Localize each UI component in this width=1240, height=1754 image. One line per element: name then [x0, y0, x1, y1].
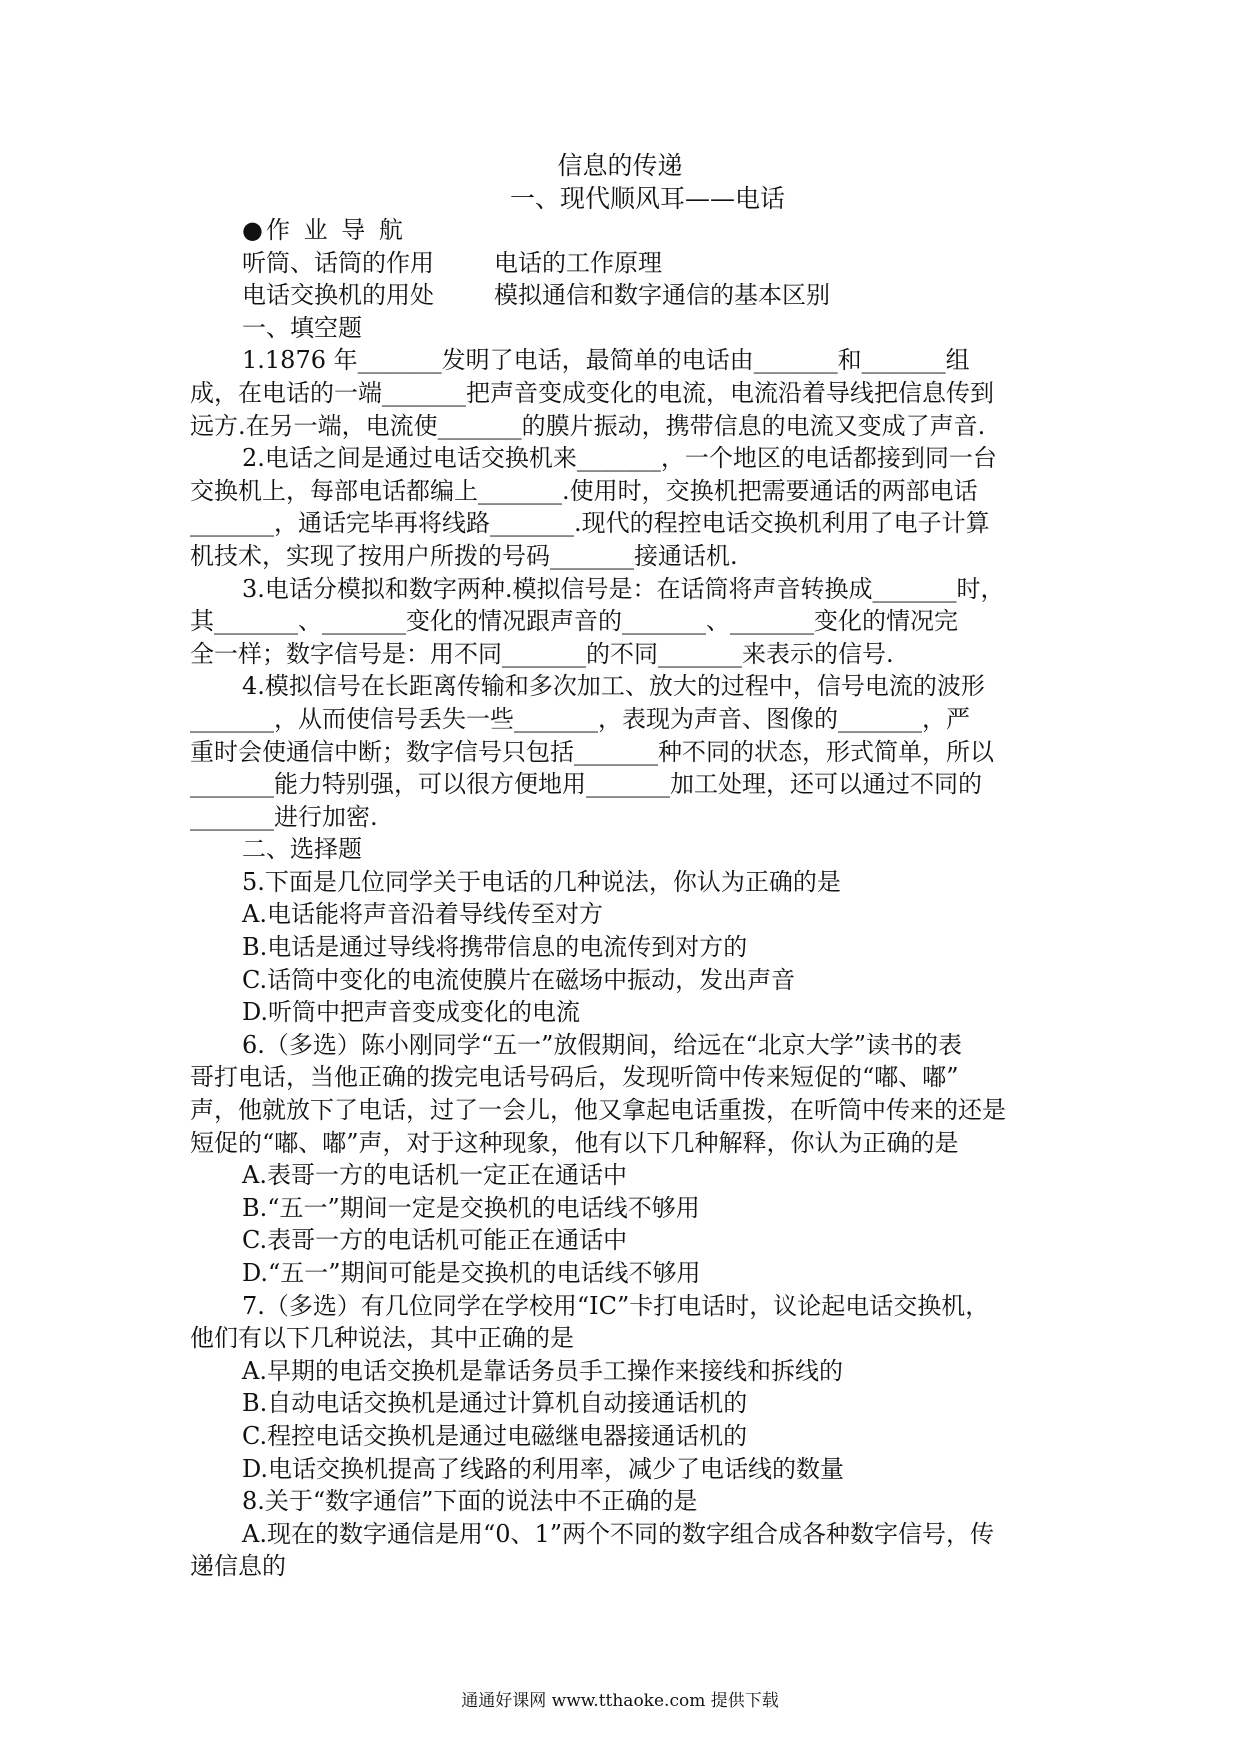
question-6-line: 6.（多选）陈小刚同学“五一”放假期间，给远在“北京大学”读书的表	[242, 1030, 962, 1059]
question-2-line: 2.电话之间是通过电话交换机来_______，一个地区的电话都接到同一台	[242, 444, 997, 473]
question-1-line: 远方.在另一端，电流使_______的膜片振动，携带信息的电流又变成了声音.	[190, 411, 986, 440]
question-4-line: 重时会使通信中断；数字信号只包括_______种不同的状态，形式简单，所以	[190, 737, 994, 766]
question-7-line: 他们有以下几种说法，其中正确的是	[190, 1324, 574, 1353]
question-2-line: 交换机上，每部电话都编上_______.使用时，交换机把需要通话的两部电话	[190, 476, 978, 505]
question-4-line: 4.模拟信号在长距离传输和多次加工、放大的过程中，信号电流的波形	[242, 672, 985, 701]
question-1-line: 成，在电话的一端_______把声音变成变化的电流，电流沿着导线把信息传到	[190, 378, 994, 407]
nav-item: 电话交换机的用处	[242, 281, 434, 310]
question-8-stem: 8.关于“数字通信”下面的说法中不正确的是	[242, 1487, 698, 1516]
homework-nav-heading: ●作 业 导 航	[242, 216, 406, 244]
section-heading-fill-in: 一、填空题	[242, 313, 362, 342]
question-2-line: 机技术，实现了按用户所拨的号码_______接通话机.	[190, 541, 738, 570]
question-2-line: _______，通话完毕再将线路_______.现代的程控电话交换机利用了电子计算	[190, 509, 990, 538]
section-heading-multiple-choice: 二、选择题	[242, 835, 362, 864]
question-5-option-c: C.话筒中变化的电流使膜片在磁场中振动，发出声音	[242, 965, 796, 994]
question-6-option-a: A.表哥一方的电话机一定正在通话中	[242, 1161, 627, 1190]
question-7-option-c: C.程控电话交换机是通过电磁继电器接通话机的	[242, 1421, 748, 1450]
page-title: 信息的传递	[557, 151, 683, 180]
question-5-stem: 5.下面是几位同学关于电话的几种说法，你认为正确的是	[242, 867, 841, 896]
question-7-option-a: A.早期的电话交换机是靠话务员手工操作来接线和拆线的	[242, 1356, 843, 1385]
question-8-option-a-cont: 递信息的	[190, 1552, 286, 1581]
document-body	[190, 214, 1050, 1583]
nav-item: 听筒、话筒的作用	[242, 248, 434, 277]
question-6-line: 哥打电话，当他正确的拨完电话号码后，发现听筒中传来短促的“嘟、嘟”	[190, 1063, 959, 1092]
question-1-line: 1.1876 年_______发明了电话，最简单的电话由_______和_______组	[242, 346, 970, 375]
question-6-option-c: C.表哥一方的电话机可能正在通话中	[242, 1226, 628, 1255]
question-7-option-d: D.电话交换机提高了线路的利用率，减少了电话线的数量	[242, 1454, 845, 1483]
question-3-line: 全一样；数字信号是：用不同_______的不同_______来表示的信号.	[190, 639, 894, 668]
question-5-option-d: D.听筒中把声音变成变化的电流	[242, 998, 581, 1027]
question-6-line: 声，他就放下了电话，过了一会儿，他又拿起电话重拨，在听筒中传来的还是	[190, 1096, 1006, 1125]
question-6-line: 短促的“嘟、嘟”声，对于这种现象，他有以下几种解释，你认为正确的是	[190, 1128, 959, 1157]
question-7-option-b: B.自动电话交换机是通过计算机自动接通话机的	[242, 1389, 748, 1418]
question-4-line: _______进行加密.	[190, 802, 378, 831]
nav-row-1	[190, 247, 1050, 280]
question-5-option-a: A.电话能将声音沿着导线传至对方	[242, 900, 603, 929]
question-3-line: 3.电话分模拟和数字两种.模拟信号是：在话筒将声音转换成_______时，	[242, 574, 1005, 603]
page-footer: 通通好课网 www.tthaoke.com 提供下载	[461, 1691, 779, 1711]
page-subtitle: 一、现代顺风耳——电话	[510, 184, 786, 213]
question-5-option-b: B.电话是通过导线将携带信息的电流传到对方的	[242, 933, 748, 962]
question-8-option-a: A.现在的数字通信是用“0、1”两个不同的数字组合成各种数字信号，传	[242, 1519, 995, 1548]
nav-row-2	[190, 279, 1050, 312]
question-3-line: 其_______、_______变化的情况跟声音的_______、_______变化的情况完	[190, 607, 958, 636]
question-7-line: 7.（多选）有几位同学在学校用“IC”卡打电话时，议论起电话交换机，	[242, 1291, 990, 1320]
question-4-line: _______，从而使信号丢失一些_______，表现为声音、图像的_______，严	[190, 704, 970, 733]
nav-item: 电话的工作原理	[494, 248, 662, 277]
nav-item: 模拟通信和数字通信的基本区别	[494, 281, 830, 310]
question-6-option-b: B.“五一”期间一定是交换机的电话线不够用	[242, 1193, 700, 1222]
question-4-line: _______能力特别强，可以很方便地用_______加工处理，还可以通过不同的	[190, 770, 982, 799]
question-6-option-d: D.“五一”期间可能是交换机的电话线不够用	[242, 1259, 701, 1287]
